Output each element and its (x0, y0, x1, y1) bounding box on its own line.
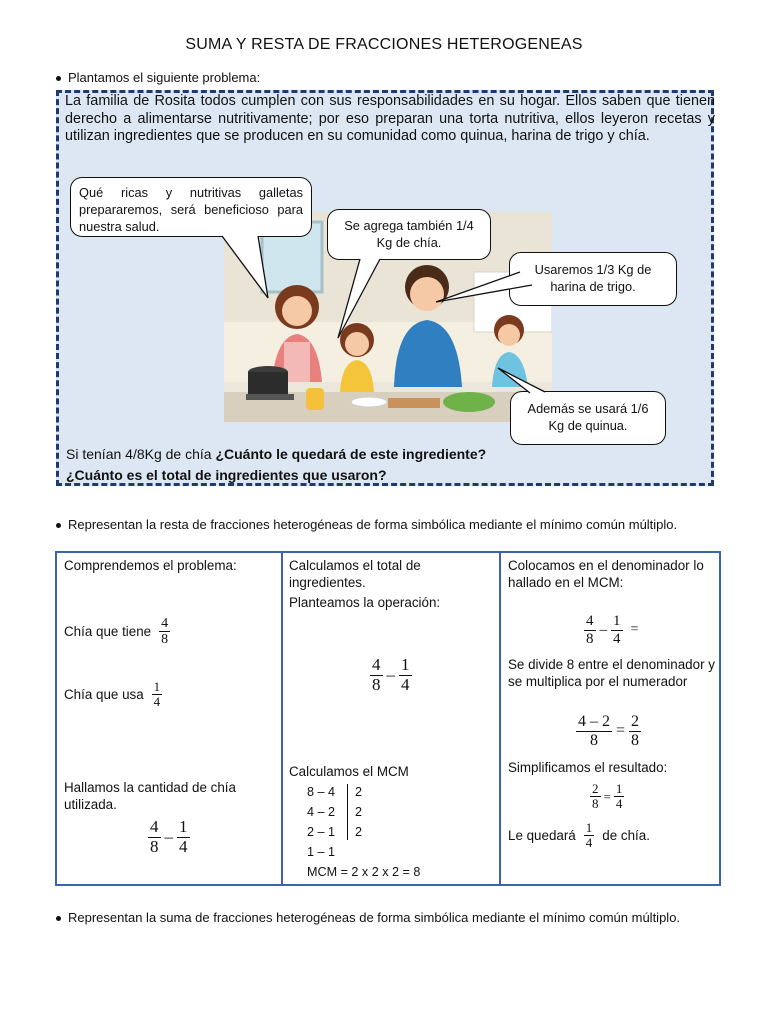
minus-sign: – (599, 621, 607, 638)
column-divider (499, 551, 501, 886)
col3-operation-1 (584, 613, 638, 647)
fraction-1-4 (399, 656, 412, 694)
fraction-1-4 (177, 818, 190, 856)
fraction-2-8 (629, 713, 641, 749)
numerator: 4 (372, 655, 381, 674)
problem-story: La familia de Rosita todos cumplen con sus responsabilidades en su hogar. Ellos saben que tienen derecho a alimentarse nutritivamente; por eso preparan una torta nutritiva, ellos leyeron recetas y utilizan ingredientes que se producen en su comunidad como quinua, harina de trigo y chía. (65, 93, 715, 144)
bullet-resta-text: Representan la resta de fracciones heterogéneas de forma simbólica mediante el mínimo común múltiplo. (68, 517, 678, 532)
numerator: 2 (592, 781, 599, 796)
col3-operation-2 (576, 713, 641, 749)
numerator: 1 (585, 820, 593, 835)
denominator: 8 (590, 731, 598, 749)
numerator: 1 (615, 781, 623, 796)
speech-bubble-girl: Se agrega también 1/4 Kg de chía. (327, 209, 491, 260)
speech-bubble-father: Usaremos 1/3 Kg de harina de trigo. (509, 252, 677, 306)
mcm-row-right: 2 (355, 785, 363, 799)
question-chia-bold: ¿Cuánto le quedará de este ingrediente? (215, 446, 487, 462)
minus-sign: – (164, 827, 173, 847)
numerator: 4 (161, 616, 169, 631)
hallamos-text: Hallamos la cantidad de chía utilizada. (64, 780, 236, 812)
chia-usa-label: Chía que usa (64, 686, 144, 702)
fraction-4-8 (159, 616, 170, 648)
minus-sign: – (386, 665, 395, 685)
denominator: 4 (613, 630, 621, 647)
mcm-row-right: 2 (355, 805, 363, 819)
numerator: 4 (150, 817, 159, 836)
le-quedara-label: Le quedará (508, 827, 576, 843)
mcm-result: MCM = 2 x 2 x 2 = 8 (307, 865, 421, 879)
denominator: 8 (586, 630, 594, 647)
col1-operation (148, 818, 190, 856)
mcm-row (307, 802, 427, 822)
mcm-divider (347, 784, 348, 840)
question-chia (66, 446, 486, 462)
calc-mcm-text: Calculamos el MCM (289, 764, 409, 779)
fraction-1-4 (614, 782, 625, 812)
col2-heading: Calculamos el total de ingredientes. (289, 558, 421, 590)
planteamos-text: Planteamos la operación: (289, 595, 441, 610)
chia-tiene-label: Chía que tiene (64, 623, 152, 639)
chia-tiene-row (64, 616, 170, 648)
bullet-dot (56, 523, 61, 528)
denominator: 8 (150, 836, 159, 856)
col1-heading: Comprendemos el problema: (64, 558, 237, 573)
denominator: 8 (372, 674, 381, 694)
denominator: 4 (401, 674, 410, 694)
denominator: 4 (179, 836, 188, 856)
fraction-2-8 (590, 782, 601, 812)
fraction-1-4 (152, 680, 163, 710)
fraction-4minus2-8 (576, 713, 612, 749)
numerator: 1 (401, 655, 410, 674)
bullet-suma (56, 910, 734, 926)
column-divider (281, 551, 283, 886)
mcm-row-left: 8 – 4 (307, 785, 336, 799)
speech-bubble-boy: Además se usará 1/6 Kg de quinua. (510, 391, 666, 445)
fraction-1-4 (611, 613, 623, 647)
numerator: 4 – 2 (578, 713, 610, 730)
mcm-row-left: 2 – 1 (307, 825, 336, 839)
equals-sign: = (616, 722, 626, 740)
question-chia-intro: Si tenían 4/8Kg de chía (66, 446, 216, 462)
chia-usa-row (64, 680, 162, 710)
denominator: 4 (615, 796, 623, 812)
equals-sign: = (630, 622, 639, 637)
bullet-dot (56, 916, 61, 921)
fraction-1-4 (584, 821, 595, 851)
mcm-row-left: 4 – 2 (307, 805, 336, 819)
divide-text: Se divide 8 entre el denominador y se multiplica por el numerador (508, 657, 715, 689)
mcm-row-right: 2 (355, 825, 363, 839)
question-total: ¿Cuánto es el total de ingredientes que usaron? (66, 467, 387, 483)
fraction-4-8 (370, 656, 383, 694)
denominator: 4 (153, 694, 161, 710)
page-title: SUMA Y RESTA DE FRACCIONES HETEROGENEAS (185, 36, 583, 53)
le-quedara-row (508, 821, 650, 851)
denominator: 8 (631, 731, 640, 749)
fraction-4-8 (584, 613, 596, 647)
col3-simplify (590, 782, 624, 812)
mcm-row (307, 782, 427, 802)
numerator: 4 (586, 613, 594, 629)
bullet-suma-text: Representan la suma de fracciones heterogéneas de forma simbólica mediante el mínimo común múltiplo. (68, 910, 681, 925)
numerator: 1 (153, 679, 161, 694)
mcm-table (307, 782, 427, 882)
speech-bubble-mother: Qué ricas y nutritivas galletas prepararemos, será beneficioso para nuestra salud. (70, 177, 312, 237)
denominator: 8 (161, 632, 169, 648)
denominator: 4 (585, 835, 593, 851)
equals-sign: = (603, 788, 611, 804)
mcm-row-left: 1 – 1 (307, 845, 336, 859)
fraction-4-8 (148, 818, 161, 856)
numerator: 1 (179, 817, 188, 836)
col2-operation (370, 656, 412, 694)
speech-bubble-tails (0, 0, 768, 500)
de-chia-label: de chía. (602, 827, 650, 843)
bullet-intro-text: Plantamos el siguiente problema: (68, 70, 261, 85)
mcm-row (307, 842, 427, 862)
col3-heading: Colocamos en el denominador lo hallado en el MCM: (508, 558, 704, 590)
mcm-row (307, 822, 427, 842)
numerator: 1 (613, 613, 621, 629)
bullet-resta (56, 517, 734, 533)
denominator: 8 (592, 796, 599, 812)
numerator: 2 (631, 713, 640, 730)
simplificamos-text: Simplificamos el resultado: (508, 760, 668, 775)
